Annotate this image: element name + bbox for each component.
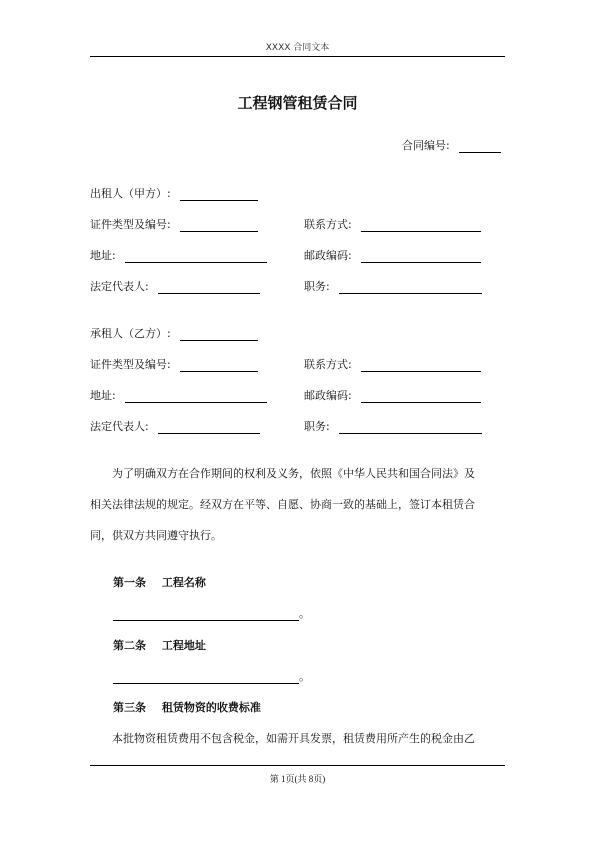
contract-number-label: 合同编号: [402,139,450,152]
lessee-id-blank[interactable] [180,359,258,372]
lessor-position-label: 职务: [304,280,330,293]
lessor-contact-row [304,216,481,232]
page-footer: 第 1页(共 8页) [269,774,326,784]
lessee-postcode-label: 邮政编码: [304,389,352,402]
lessor-address-blank[interactable] [125,250,267,263]
lessee-rep-label: 法定代表人: [90,420,149,433]
article-3-title: 租赁物资的收费标准 [161,701,261,714]
lessor-heading-row [90,185,258,201]
lessee-contact-row [304,356,481,372]
preamble-line-2: 相关法律法规的规定。经双方在平等、自愿、协商一致的基础上，签订本租赁合 [90,498,475,511]
lessee-contact-label: 联系方式: [304,358,352,371]
lessee-name-blank[interactable] [180,328,258,341]
article-3-heading [113,699,261,715]
contract-number-blank[interactable] [459,140,501,153]
lessor-contact-label: 联系方式: [304,218,352,231]
article-1-fill-end: 。 [299,607,310,620]
lessee-position-blank[interactable] [339,421,482,434]
lessor-address-label: 地址: [90,249,116,262]
preamble-line-3: 同，供双方共同遵守执行。 [90,529,222,542]
lessor-id-row [90,216,258,232]
lessor-address-row [90,247,267,263]
lessee-id-label: 证件类型及编号: [90,358,171,371]
lessee-heading: 承租人（乙方）: [90,327,171,340]
article-2-number: 第二条 [113,639,146,652]
lessor-heading: 出租人（甲方）: [90,187,171,200]
lessor-id-blank[interactable] [180,219,258,232]
lessor-position-row [304,278,482,294]
article-2-blank[interactable] [113,671,299,684]
lessee-postcode-blank[interactable] [361,390,481,403]
document-title: 工程钢管租赁合同 [237,94,358,112]
lessor-position-blank[interactable] [339,281,482,294]
page-header: XXXX 合同文本 [265,43,330,53]
lessor-contact-blank[interactable] [361,219,481,232]
article-1-fill-row [113,605,310,621]
lessee-rep-row [90,418,260,434]
lessor-postcode-row [304,247,481,263]
article-2-fill-end: 。 [299,670,310,683]
lessor-id-label: 证件类型及编号: [90,218,171,231]
article-1-blank[interactable] [113,608,299,621]
preamble-line-1: 为了明确双方在合作期间的权利及义务，依照《中华人民共和国合同法》及 [112,467,475,480]
article-2-title: 工程地址 [161,639,206,652]
lessee-contact-blank[interactable] [361,359,481,372]
lessee-address-row [90,387,267,403]
contract-number-field [402,137,501,153]
lessor-postcode-blank[interactable] [361,250,481,263]
lessee-rep-blank[interactable] [158,421,260,434]
lessee-postcode-row [304,387,481,403]
lessor-rep-row [90,278,260,294]
article-1-title: 工程名称 [161,576,206,589]
header-divider [90,56,505,57]
lessee-address-label: 地址: [90,389,116,402]
lessee-position-row [304,418,482,434]
article-1-heading [113,574,206,590]
article-2-fill-row [113,668,310,684]
article-2-heading [113,637,206,653]
lessee-heading-row [90,325,258,341]
article-3-number: 第三条 [113,701,146,714]
article-1-number: 第一条 [113,576,146,589]
lessor-postcode-label: 邮政编码: [304,249,352,262]
lessee-position-label: 职务: [304,420,330,433]
footer-divider [90,765,505,766]
lessor-name-blank[interactable] [180,188,258,201]
lessee-address-blank[interactable] [125,390,267,403]
lessor-rep-label: 法定代表人: [90,280,149,293]
article-3-body: 本批物资租赁费用不包含税金，如需开具发票，租赁费用所产生的税金由乙 [112,732,475,745]
lessor-rep-blank[interactable] [158,281,260,294]
lessee-id-row [90,356,258,372]
